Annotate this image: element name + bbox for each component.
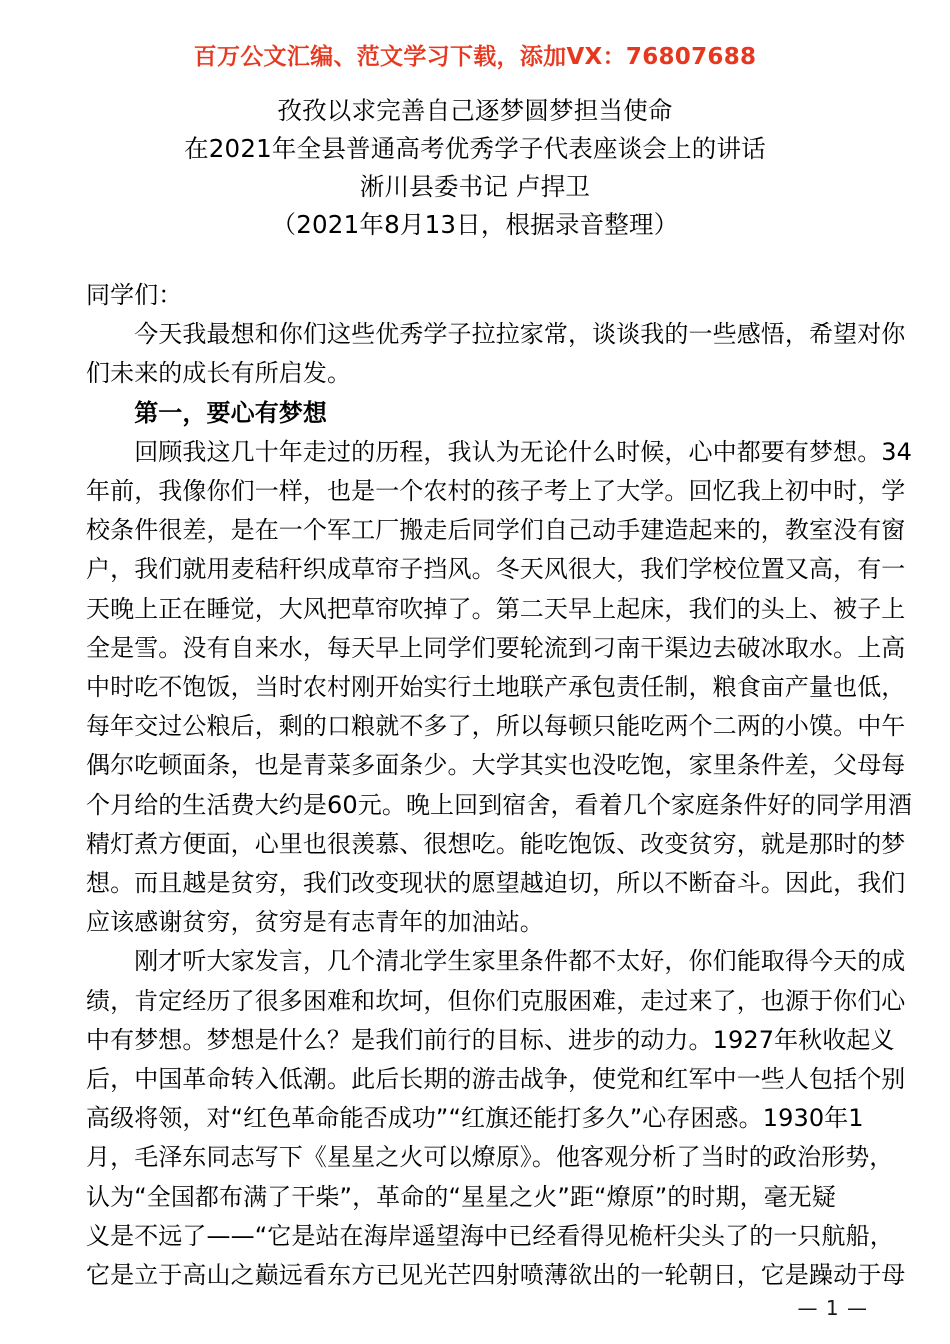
paragraph-3-line-1: 刚才听大家发言，几个清北学生家里条件都不太好，你们能取得今天的成 [86, 947, 906, 976]
paragraph-3-line-8: 义是不远了——“它是站在海岸遥望海中已经看得见桅杆尖头了的一只航船， [86, 1221, 894, 1250]
paragraph-1-line-1: 今天我最想和你们这些优秀学子拉拉家常，谈谈我的一些感悟，希望对你 [86, 320, 906, 349]
paragraph-2-line-9: 偶尔吃顿面条，也是青菜多面条少。大学其实也没吃饱，家里条件差，父母每 [86, 751, 906, 780]
promo-banner: 百万公文汇编、范文学习下载，添加VX：76807688 [193, 44, 757, 70]
paragraph-2-line-13: 应该感谢贫穷，贫穷是有志青年的加油站。 [86, 908, 544, 937]
paragraph-2-line-4: 户，我们就用麦秸秆织成草帘子挡风。冬天风很大，我们学校位置又高，有一 [86, 555, 906, 584]
paragraph-3-line-4: 后，中国革命转入低潮。此后长期的游击战争，使党和红军中一些人包括个别 [86, 1065, 906, 1094]
page-number: — 1 — [797, 1296, 868, 1320]
paragraph-2-line-6: 全是雪。没有自来水，每天早上同学们要轮流到刁南干渠边去破冰取水。上高 [86, 633, 906, 662]
document-title-line-1: 孜孜以求完善自己逐梦圆梦担当使命 [277, 96, 673, 125]
paragraph-1-line-2: 们未来的成长有所启发。 [86, 359, 352, 388]
paragraph-3-line-7: 认为“全国都布满了干柴”，革命的“星星之火”距“燎原”的时期，毫无疑 [86, 1182, 836, 1211]
paragraph-2-line-11: 精灯煮方便面，心里也很羡慕、很想吃。能吃饱饭、改变贫穷，就是那时的梦 [86, 829, 906, 858]
paragraph-3-line-5: 高级将领，对“红色革命能否成功”“红旗还能打多久”心存困惑。1930年1 [86, 1104, 864, 1133]
paragraph-2-line-5: 天晚上正在睡觉，大风把草帘吹掉了。第二天早上起床，我们的头上、被子上 [86, 594, 906, 623]
paragraph-2-line-2: 年前，我像你们一样，也是一个农村的孩子考上了大学。回忆我上初中时，学 [86, 477, 906, 506]
document-body [86, 276, 913, 1295]
paragraph-2-line-10: 个月给的生活费大约是60元。晚上回到宿舍，看着几个家庭条件好的同学用酒 [86, 790, 913, 819]
paragraph-2-line-3: 校条件很差，是在一个军工厂搬走后同学们自己动手建造起来的，教室没有窗 [86, 516, 906, 545]
document-title-line-2: 在2021年全县普通高考优秀学子代表座谈会上的讲话 [184, 134, 766, 163]
title-block [0, 92, 950, 244]
paragraph-2-line-1: 回顾我这几十年走过的历程，我认为无论什么时候，心中都要有梦想。34 [86, 437, 913, 466]
section-heading-1: 第一，要心有梦想 [86, 398, 327, 427]
paragraph-3-line-9: 它是立于高山之巅远看东方已见光芒四射喷薄欲出的一轮朝日，它是躁动于母 [86, 1261, 906, 1290]
salutation: 同学们： [86, 281, 183, 309]
paragraph-3-line-6: 月，毛泽东同志写下《星星之火可以燎原》。他客观分析了当时的政治形势， [86, 1143, 894, 1172]
document-date-line: （2021年8月13日，根据录音整理） [271, 210, 679, 239]
paragraph-2-line-8: 每年交过公粮后，剩的口粮就不多了，所以每顿只能吃两个二两的小馍。中午 [86, 712, 906, 741]
paragraph-2-line-12: 想。而且越是贫穷，我们改变现状的愿望越迫切，所以不断奋斗。因此，我们 [86, 869, 906, 898]
paragraph-3-line-3: 中有梦想。梦想是什么？是我们前行的目标、进步的动力。1927年秋收起义 [86, 1025, 895, 1054]
paragraph-3-line-2: 绩，肯定经历了很多困难和坎坷，但你们克服困难，走过来了，也源于你们心 [86, 986, 906, 1015]
paragraph-2-line-7: 中时吃不饱饭，当时农村刚开始实行土地联产承包责任制，粮食亩产量也低， [86, 673, 906, 702]
document-author-line: 淅川县委书记 卢捍卫 [359, 172, 591, 201]
